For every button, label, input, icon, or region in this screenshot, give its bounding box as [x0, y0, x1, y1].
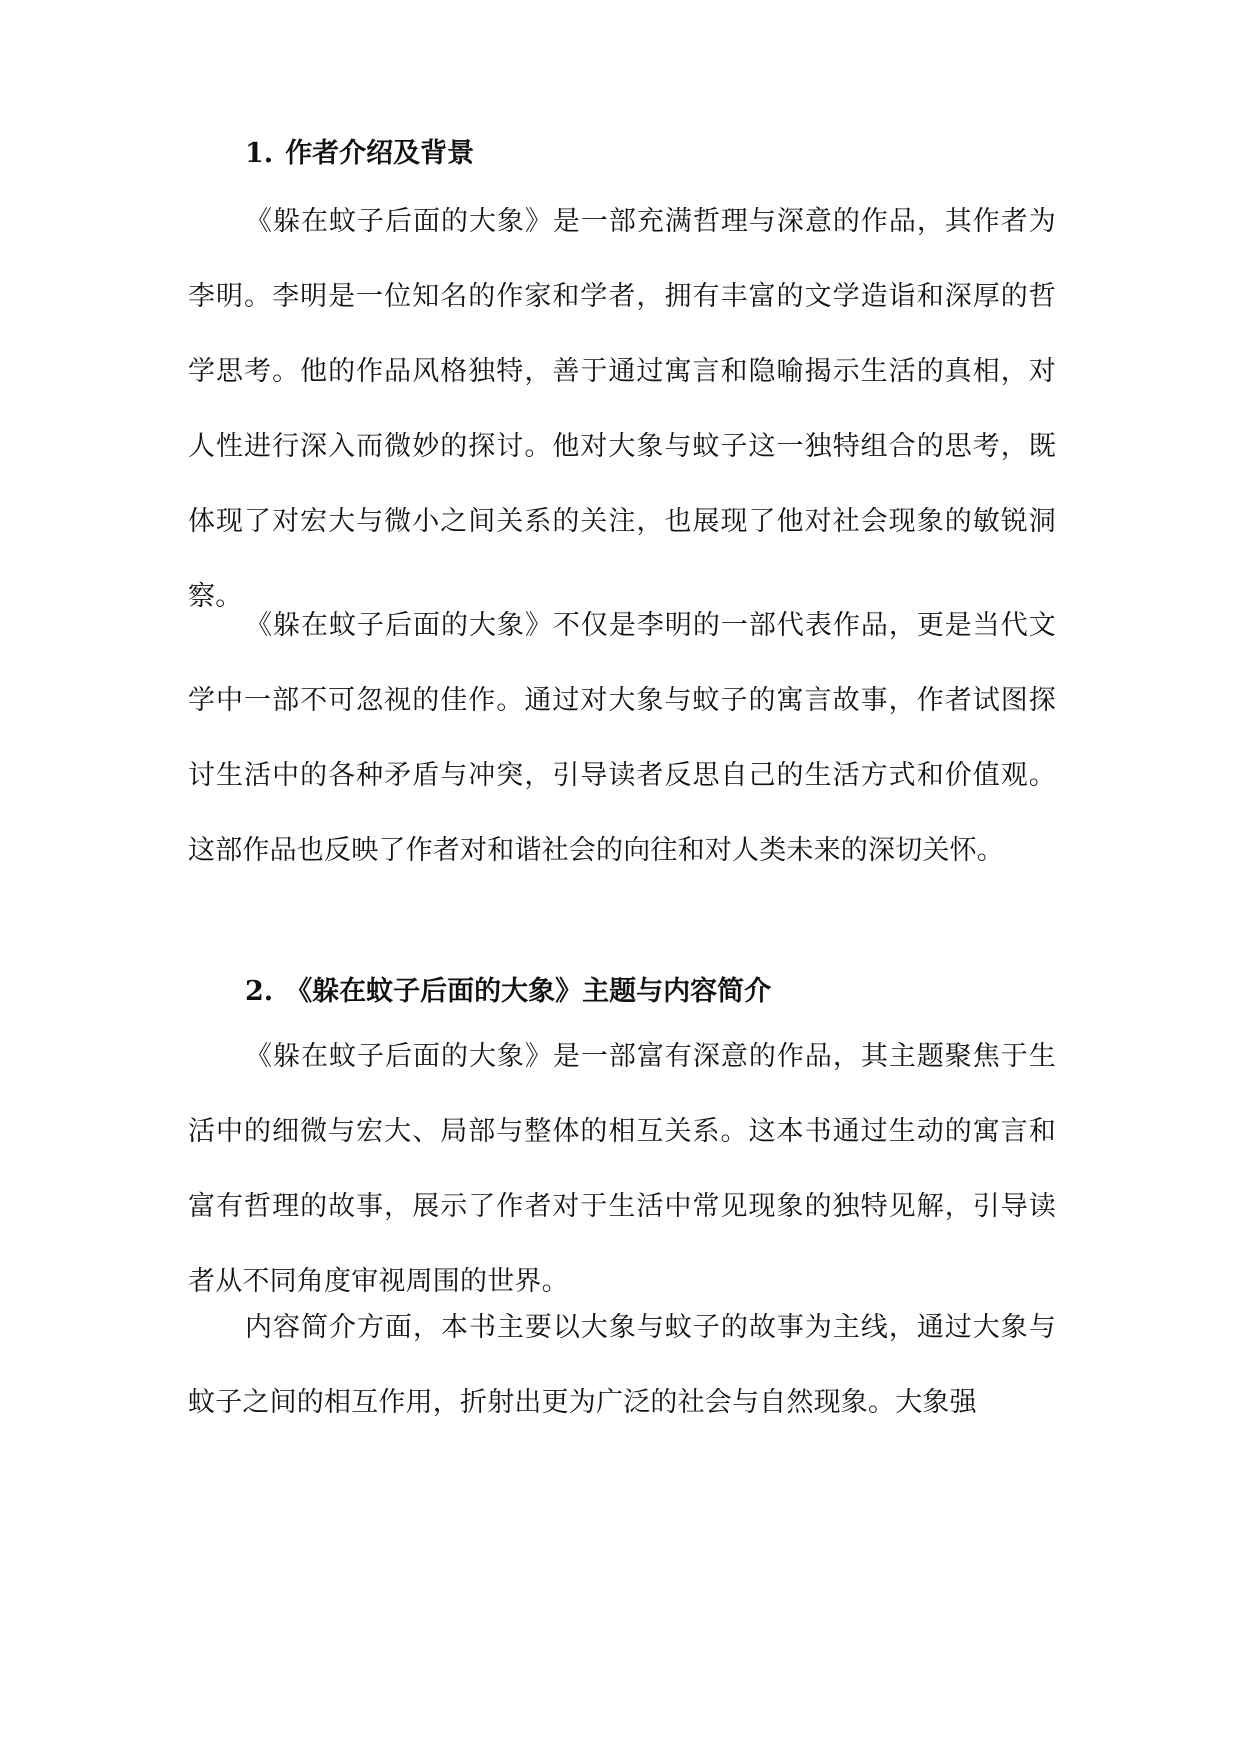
section-2-heading	[245, 974, 771, 1010]
section-2-number: 2.	[245, 976, 274, 1007]
section-1-heading	[245, 136, 474, 172]
section-2-paragraph-1: 《躲在蚊子后面的大象》是一部富有深意的作品，其主题聚焦于生活中的细微与宏大、局部与整体的相互关系。这本书通过生动的寓言和富有哲理的故事，展示了作者对于生活中常见现象的独特见解，引导读者从不同角度审视周围的世界。	[188, 1041, 1056, 1297]
section-1-number: 1.	[245, 138, 274, 169]
section-2-title: 《躲在蚊子后面的大象》主题与内容简介	[285, 976, 772, 1007]
section-1-title: 作者介绍及背景	[285, 138, 475, 169]
section-1-paragraph-2: 《躲在蚊子后面的大象》不仅是李明的一部代表作品，更是当代文学中一部不可忽视的佳作。通过对大象与蚊子的寓言故事，作者试图探讨生活中的各种矛盾与冲突，引导读者反思自己的生活方式和价值观。这部作品也反映了作者对和谐社会的向往和对人类未来的深切关怀。	[188, 610, 1056, 866]
section-2-paragraph-2: 内容简介方面，本书主要以大象与蚊子的故事为主线，通过大象与蚊子之间的相互作用，折射出更为广泛的社会与自然现象。大象强	[188, 1312, 1056, 1418]
section-1-paragraph-1: 《躲在蚊子后面的大象》是一部充满哲理与深意的作品，其作者为李明。李明是一位知名的作家和学者，拥有丰富的文学造诣和深厚的哲学思考。他的作品风格独特，善于通过寓言和隐喻揭示生活的真相，对人性进行深入而微妙的探讨。他对大象与蚊子这一独特组合的思考，既体现了对宏大与微小之间关系的关注，也展现了他对社会现象的敏锐洞察。	[188, 206, 1056, 612]
